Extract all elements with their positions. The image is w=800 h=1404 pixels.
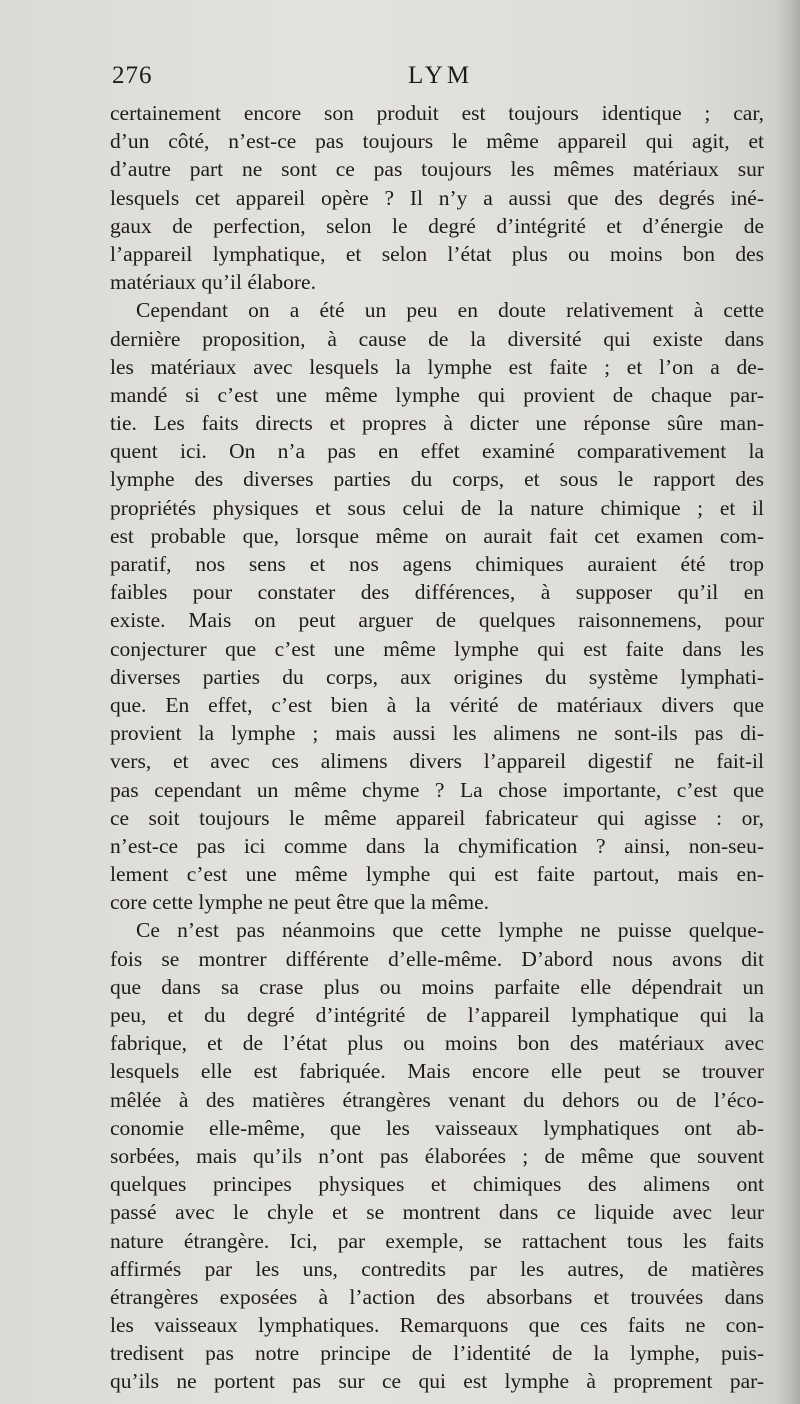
text-line: les vaisseaux lymphatiques. Remarquons que ces faits ne con- <box>110 1313 764 1338</box>
text-line: certainement encore son produit est toujours identique ; car, <box>110 101 764 125</box>
text-line: tie. Les faits directs et propres à dicter une réponse sûre man- <box>110 411 764 436</box>
text-line: passé avec le chyle et se montrent dans ce liquide avec leur <box>110 1200 764 1225</box>
text-line: fabrique, et de l’état plus ou moins bon des matériaux avec <box>110 1031 764 1056</box>
text-line: l’appareil lymphatique, et selon l’état plus ou moins bon des <box>110 241 764 266</box>
text-line: d’autre part ne sont ce pas toujours les mêmes matériaux sur <box>110 157 764 182</box>
text-line: vers, et avec ces alimens divers l’appareil digestif ne fait-il <box>110 749 764 774</box>
text-line: lesquels elle est fabriquée. Mais encore elle peut se trouver <box>110 1059 764 1084</box>
text-line: tredisent pas notre principe de l’identité de la lymphe, puis- <box>110 1341 764 1366</box>
text-line: conjecturer que c’est une même lymphe qui est faite dans les <box>110 636 764 661</box>
text-line: faibles pour constater des différences, à supposer qu’il en <box>110 580 764 605</box>
text-line: gaux de perfection, selon le degré d’intégrité et d’énergie de <box>110 213 764 238</box>
text-line: fois se montrer différente d’elle-même. D’abord nous avons dit <box>110 946 764 971</box>
body-text <box>110 99 764 1396</box>
text-line: que dans sa crase plus ou moins parfaite elle dépendrait un <box>110 974 764 999</box>
text-line: Cependant on a été un peu en doute relativement à cette <box>136 298 764 323</box>
text-line: propriétés physiques et sous celui de la nature chimique ; et il <box>110 495 764 520</box>
text-line: lement c’est une même lymphe qui est faite partout, mais en- <box>110 862 764 887</box>
text-line: affirmés par les uns, contredits par les autres, de matières <box>110 1256 764 1281</box>
text-line: est probable que, lorsque même on aurait fait cet examen com- <box>110 523 764 548</box>
text-line: matériaux qu’il élabore. <box>110 270 316 295</box>
text-line: dernière proposition, à cause de la diversité qui existe dans <box>110 326 764 351</box>
text-line: quent ici. On n’a pas en effet examiné comparativement la <box>110 439 764 464</box>
page-number: 276 <box>112 62 153 89</box>
text-line: mêlée à des matières étrangères venant du dehors ou de l’éco- <box>110 1087 764 1112</box>
text-line: qu’ils ne portent pas sur ce qui est lymphe à proprement par- <box>110 1369 764 1394</box>
text-line: d’un côté, n’est-ce pas toujours le même appareil qui agit, et <box>110 129 764 154</box>
text-line: conomie elle-même, que les vaisseaux lymphatiques ont ab- <box>110 1115 764 1140</box>
text-line: ce soit toujours le même appareil fabricateur qui agisse : or, <box>110 805 764 830</box>
text-line: lesquels cet appareil opère ? Il n’y a aussi que des degrés iné- <box>110 185 764 210</box>
text-line: diverses parties du corps, aux origines du système lymphati- <box>110 664 764 689</box>
text-line: nature étrangère. Ici, par exemple, se rattachent tous les faits <box>110 1228 764 1253</box>
text-line: étrangères exposées à l’action des absorbans et trouvées dans <box>110 1284 764 1309</box>
text-line: les matériaux avec lesquels la lymphe est faite ; et l’on a de- <box>110 354 764 379</box>
page-header <box>112 62 772 98</box>
text-line: quelques principes physiques et chimiques des alimens ont <box>110 1172 764 1197</box>
text-line: sorbées, mais qu’ils n’ont pas élaborées ; de même que souvent <box>110 1143 764 1168</box>
text-line: lymphe des diverses parties du corps, et sous le rapport des <box>110 467 764 492</box>
text-line: Ce n’est pas néanmoins que cette lymphe ne puisse quelque- <box>136 918 764 943</box>
text-line: provient la lymphe ; mais aussi les alimens ne sont-ils pas di- <box>110 721 764 746</box>
text-line: que. En effet, c’est bien à la vérité de matériaux divers que <box>110 692 764 717</box>
text-line: existe. Mais on peut arguer de quelques raisonnemens, pour <box>110 608 764 633</box>
text-line: paratif, nos sens et nos agens chimiques auraient été trop <box>110 552 764 576</box>
running-head: LYM <box>408 62 474 89</box>
page-edge-shadow <box>774 0 800 1404</box>
text-line: pas cependant un même chyme ? La chose importante, c’est que <box>110 777 764 802</box>
text-line: mandé si c’est une même lymphe qui provient de chaque par- <box>110 382 764 407</box>
text-line: peu, et du degré d’intégrité de l’appareil lymphatique qui la <box>110 1003 764 1027</box>
text-line: core cette lymphe ne peut être que la même. <box>110 890 490 915</box>
text-line: n’est-ce pas ici comme dans la chymification ? ainsi, non-seu- <box>110 833 764 858</box>
